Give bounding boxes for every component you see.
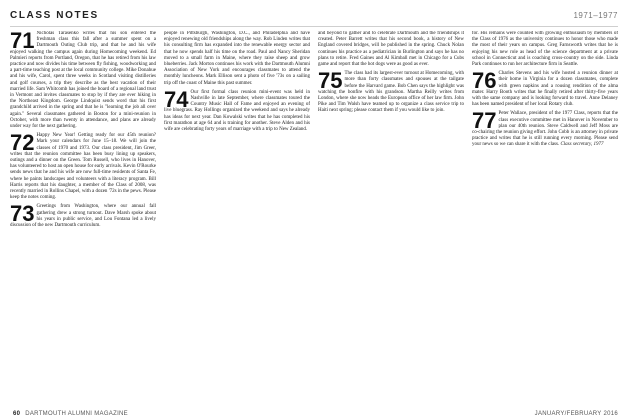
page-header xyxy=(10,10,618,27)
class-note-paragraph xyxy=(318,68,464,114)
class-note-entry xyxy=(10,130,156,201)
class-note-paragraph xyxy=(164,31,310,87)
notes-columns xyxy=(10,31,618,409)
column-2 xyxy=(164,31,310,409)
class-note-entry xyxy=(472,31,618,68)
class-note-paragraph xyxy=(472,108,618,148)
class-note-text: Our first formal class reunion mini-event was held in Nashville in late September, where classmates toured the Country Music Hall of Fame and enjoyed an evening of live bluegrass. Ray Hollings organized the weekend and says he already has ideas for next year. Dan Kowalski writes that he has completed his first marathon at age 64 and is training for another. Steve Alden and his wife are celebrating forty years of marriage with a trip to New Zealand. xyxy=(164,89,310,133)
column-3 xyxy=(318,31,464,409)
page-footer xyxy=(10,411,618,417)
class-note-signoff: Class secretary, 1977 xyxy=(560,142,604,148)
class-note-entry xyxy=(164,86,310,133)
class-note-entry xyxy=(472,108,618,148)
class-note-text: and beyond to gather and to celebrate Dartmouth and the friendships it created. Peter Barrett writes that his second book, a history of New England covered bridges, will be published in the spring. Chuck Nolan continues his practice as a pediatrician in Burlington and says he has no plans to retire. Fred Gaines and Al Kimball met in Chicago for a Cubs game and report that the hot dogs were as good as ever. xyxy=(318,31,464,68)
class-note-entry xyxy=(318,68,464,114)
class-note-entry xyxy=(10,31,156,130)
class-note-text: Nicholas Tarasenko writes that his son entered the freshman class this fall after a summer spent on a Dartmouth Outing Club trip, and that he and his wife enjoyed walking the campus again during Homecoming weekend. Ed Palmieri reports from Portland, Oregon, that he has retired from his law practice and now divides his time between fly fishing, woodworking and a part-time teaching post at the local community college. Mike Donahue and his wife, Carol, spent three weeks in Scotland visiting distilleries and golf courses, a trip they describe as the best vacation of their married life. Sam Whitcomb has joined the board of a regional land trust in Vermont and invites classmates to stop by if they are ever hiking in the Northeast Kingdom. George Lindquist sends word that his first grandchild arrived in the spring and that he is "learning the job all over again." Several classmates gathered in Boston for a mini-reunion in October, with more than twenty in attendance, and plans are already under way for the next gathering. xyxy=(10,31,156,130)
class-year-number: 71 xyxy=(10,31,35,53)
class-year-number: 75 xyxy=(318,68,343,94)
class-year-number: 73 xyxy=(10,201,35,227)
class-note-entry xyxy=(318,31,464,68)
class-note-paragraph xyxy=(472,68,618,108)
class-note-paragraph xyxy=(472,31,618,68)
class-note-text: Happy New Year! Getting ready for our 45th reunion? Mark your calendars for June 15–18. We will join the classes of 1970 and 1973. Our class president, Jim Greer, writes that the reunion committee has been busy lining up speakers, outings and a dinner on the Green. Tom Russell, who lives in Hanover, has volunteered to host an open house for early arrivals. Kevin O'Rourke sends news that he and his wife are now full-time residents of Santa Fe, where he paints landscapes and volunteers with a literacy program. Bill Harris reports that his daughter, a member of the Class of 2008, was recently married in Rollins Chapel, with a dozen '72s in the pews. Please keep the notes coming. xyxy=(10,133,156,201)
class-year-number: 72 xyxy=(10,130,35,156)
class-note-text: The class had its largest-ever turnout at Homecoming, with more than forty classmates and spouses at the tailgate before the Harvard game. Bob Chen says the highlight was watching the bonfire with his grandson. Martha Reilly writes from London, where she now heads the European office of her law firm. John Pike and Tim Walsh have teamed up to organize a class service trip to Haiti next spring; please contact them if you would like to join. xyxy=(318,71,464,114)
class-note-text: Charles Stevens and his wife hosted a reunion dinner at their home in Virginia for a dozen classmates, complete with green napkins and a rousing rendition of the alma mater. Harry Booth writes that he finally retired after thirty-five years with the same company and is looking forward to travel. Anne Delaney has been named president of her local Rotary club. xyxy=(472,71,618,108)
column-4 xyxy=(472,31,618,409)
class-note-text: for. His remains were counted with growing enthusiasm by members of the Class of 1976 as the university continues to honor those who made the most of their years on campus. Greg Farnsworth writes that he is enjoying his new role as head of the science department at a private school in Connecticut and is coaching cross-country on the side. Linda Park continues to run her architecture firm in Seattle. xyxy=(472,31,618,68)
class-note-paragraph xyxy=(10,130,156,201)
class-year-number: 76 xyxy=(472,68,497,94)
column-1 xyxy=(10,31,156,409)
class-note-paragraph xyxy=(318,31,464,68)
section-title: CLASS NOTES xyxy=(10,10,99,21)
class-note-text: Peter Wallace, president of the 1977 Class, reports that the class executive committee met in Hanover in November to plan our 40th reunion. Steve Caldwell and Jeff Moss are co-chairing the reunion giving effort. John Cobb is an attorney in private practice and writes that he is still running every morning. Please send your news so we can share it with the class. xyxy=(472,111,618,148)
class-note-entry xyxy=(164,31,310,87)
class-note-paragraph xyxy=(10,201,156,229)
issue-date: JANUARY/FEBRUARY 2016 xyxy=(534,411,618,417)
class-note-text: Greetings from Washington, where our annual fall gathering drew a strong turnout. Dave Marsh spoke about his years in public service, and Lou Fontana led a lively discussion of the new Dartmouth curriculum. xyxy=(10,204,156,229)
class-years-range: 1971–1977 xyxy=(573,11,618,20)
class-note-paragraph xyxy=(164,86,310,133)
class-note-entry xyxy=(10,201,156,229)
class-year-number: 77 xyxy=(472,108,497,134)
class-note-paragraph xyxy=(10,31,156,130)
publication-name: DARTMOUTH ALUMNI MAGAZINE xyxy=(25,411,128,417)
class-year-number: 74 xyxy=(164,86,189,112)
class-note-entry xyxy=(472,68,618,108)
page-number: 60 xyxy=(13,411,21,417)
class-note-text: people in Pittsburgh, Washington, D.C., and Philadelphia and have enjoyed renewing old friendships along the way. Rob Linden writes that his consulting firm has expanded into the renewable energy sector and that he now spends half his time on the road. Paul and Nancy Sheridan moved to a small farm in Maine, where they raise sheep and grow blueberries. Jack Morton continues his work with the Dartmouth Alumni Association of New York and encourages classmates to attend the monthly luncheons. Mark Ellison sent a photo of five '73s on a sailing trip off the coast of Maine this past summer. xyxy=(164,31,310,86)
